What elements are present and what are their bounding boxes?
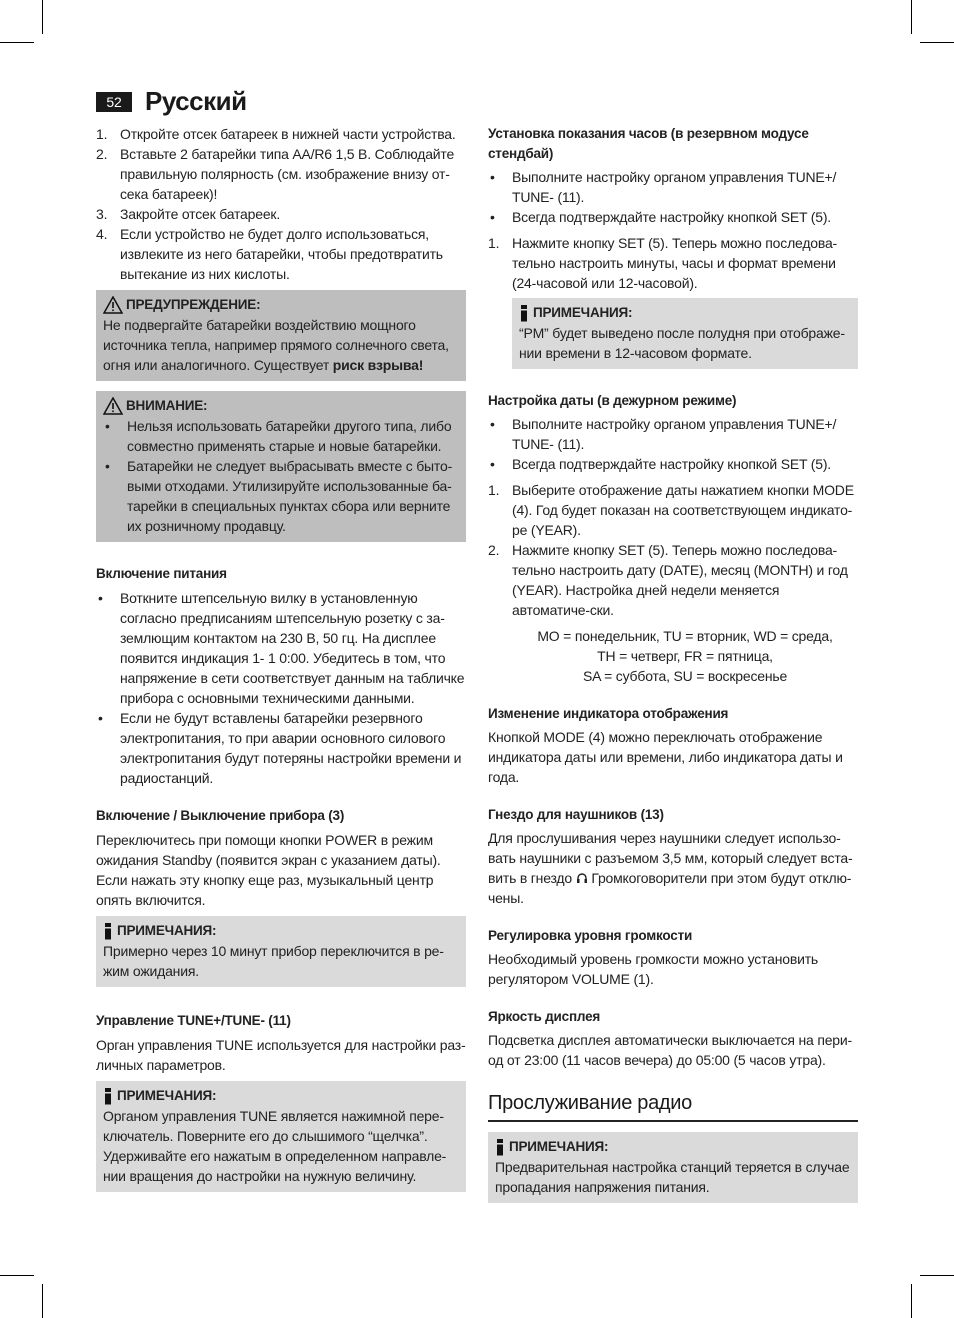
power-on-list — [96, 588, 466, 788]
weekday-line: SA = суббота, SU = воскресенье — [582, 668, 788, 684]
warning-box — [96, 290, 466, 381]
headphones-icon — [576, 869, 588, 881]
section-heading: Управление TUNE+/TUNE- (11) — [96, 1013, 291, 1028]
crop-mark — [42, 0, 43, 34]
list-item: • Всегда подтверждайте настройку кнопкой SET (5). — [490, 456, 831, 472]
weekday-legend — [488, 626, 858, 686]
clock-bullets — [488, 167, 858, 227]
paragraph: Подсветка дисплея автоматически выключается на пери-од от 23:00 (11 часов вечера) до 05:00 (5 часов утра). — [488, 1032, 852, 1068]
info-icon — [103, 1087, 113, 1105]
warning-triangle-icon — [103, 397, 123, 415]
crop-mark — [920, 42, 954, 43]
crop-mark — [0, 1275, 34, 1276]
paragraph: Орган управления TUNE используется для настройки раз-личных параметров. — [96, 1037, 466, 1073]
right-column — [488, 124, 858, 1203]
section-title: Прослуживание радио — [488, 1090, 858, 1122]
note-text: Предварительная настройка станций теряется в случае пропадания напряжения питания. — [495, 1159, 850, 1195]
list-item: • Нельзя использовать батарейки другого типа, либо совместно применять старые и новые батарейки. — [105, 418, 452, 454]
list-item: • Если не будут вставлены батарейки резервного электропитания, то при аварии основного силового электропитания будут потеряны настройки времени и радиостанций. — [98, 710, 462, 786]
info-icon — [495, 1138, 505, 1156]
list-item: 2. Нажмите кнопку SET (5). Теперь можно последова-тельно настроить дату (DATE), месяц (MONTH) и год (YEAR). Настройка дней недели меняется автоматиче-ски. — [488, 542, 848, 618]
list-item: 2. Вставьте 2 батарейки типа AA/R6 1,5 В. Соблюдайте правильную полярность (см. изображение внизу от-сека батареек)! — [96, 146, 455, 202]
list-item: 1. Нажмите кнопку SET (5). Теперь можно последова-тельно настроить минуты, часы и формат времени (24-часовой или 12-часовой). — [488, 235, 838, 291]
section-heading: Яркость дисплея — [488, 1009, 601, 1024]
note-text: Примерно через 10 минут прибор переключится в ре-жим ожидания. — [103, 943, 444, 979]
section-heading: Регулировка уровня громкости — [488, 928, 693, 943]
note-box — [96, 916, 466, 987]
clock-steps — [488, 233, 858, 293]
note-title: ПРИМЕЧАНИЯ: — [533, 305, 633, 320]
warning-text: Не подвергайте батарейки воздействию мощного источника тепла, например прямого солнечного света, огня или аналогичного. Существует риск взрыва! — [103, 317, 449, 373]
note-title: ПРИМЕЧАНИЯ: — [509, 1139, 609, 1154]
note-box — [96, 1081, 466, 1192]
paragraph: Для прослушивания через наушники следует использо-вать наушники с разъемом 3,5 мм, который следует вста-вить в гнездо Громкоговорители при этом будут отклю-чены. — [488, 830, 853, 906]
section-heading: Изменение индикатора отображения — [488, 706, 729, 721]
list-item: • Воткните штепсельную вилку в установленную согласно предписаниям штепсельную розетку с за-землющим контактом на 230 В, 50 гц. На дисплее появится индикация 1- 1 0:00. Убедитесь в том, что напряжение в сети соответствует данным на табличке прибора с основными техническими данными. — [98, 590, 465, 706]
section-heading: Настройка даты (в дежурном режиме) — [488, 393, 737, 408]
paragraph: Кнопкой MODE (4) можно переключать отображение индикатора даты или времени, либо индикатора даты и года. — [488, 729, 843, 785]
caution-box — [96, 391, 466, 542]
date-steps — [488, 480, 858, 620]
info-icon — [103, 922, 113, 940]
note-box — [512, 298, 858, 369]
list-item: • Батарейки не следует выбрасывать вместе с быто-выми отходами. Утилизируйте использованные ба-тарейки в специальных пунктах сбора или верните их розничному продавцу. — [105, 458, 453, 534]
paragraph: Необходимый уровень громкости можно установить регулятором VOLUME (1). — [488, 951, 819, 987]
paragraph: Переключитесь при помощи кнопки POWER в режим ожидания Standby (появится экран с указанием даты). Если нажать эту кнопку еще раз, музыкальный центр опять включится. — [96, 832, 441, 908]
section-heading: Включение / Выключение прибора (3) — [96, 808, 345, 823]
note-text: Органом управления TUNE является нажимной пере-ключатель. Поверните его до слышимого “щелчка”. Удерживайте его нажатым в определенном направле-нии вращения до настройки на нужную величину. — [103, 1108, 447, 1184]
list-item: 4. Если устройство не будет долго использоваться, извлеките из него батарейки, чтобы предотвратить вытекание из них кислоты. — [96, 226, 443, 282]
warning-title: ПРЕДУПРЕЖДЕНИЕ: — [126, 297, 261, 312]
crop-mark — [911, 1284, 912, 1318]
caution-title: ВНИМАНИЕ: — [126, 398, 208, 413]
section-heading: Гнездо для наушников (13) — [488, 807, 664, 822]
section-heading: Установка показания часов (в резервном модусе стендбай) — [488, 126, 809, 161]
note-box — [488, 1132, 858, 1203]
list-item: 1. Откройте отсек батареек в нижней части устройства. — [96, 126, 456, 142]
weekday-line: TH = четверг, FR = пятница, — [597, 648, 773, 664]
crop-mark — [0, 42, 34, 43]
list-item: 1. Выберите отображение даты нажатием кнопки MODE (4). Год будет показан на соответствующем индикато-ре (YEAR). — [488, 482, 854, 538]
list-item: • Выполните настройку органом управления TUNE+/ TUNE- (11). — [490, 169, 837, 205]
info-icon — [519, 304, 529, 322]
note-title: ПРИМЕЧАНИЯ: — [117, 923, 217, 938]
page-number: 52 — [96, 92, 132, 112]
list-item: 3. Закройте отсек батареек. — [96, 206, 281, 222]
crop-mark — [911, 0, 912, 34]
caution-list — [103, 416, 458, 536]
date-bullets — [488, 414, 858, 474]
list-item: • Выполните настройку органом управления TUNE+/ TUNE- (11). — [490, 416, 837, 452]
list-item: • Всегда подтверждайте настройку кнопкой SET (5). — [490, 209, 831, 225]
left-column — [96, 124, 466, 1192]
page-title: Русский — [145, 86, 247, 116]
note-title: ПРИМЕЧАНИЯ: — [117, 1088, 217, 1103]
weekday-line: MO = понедельник, TU = вторник, WD = среда, — [537, 628, 833, 644]
warning-triangle-icon — [103, 296, 123, 314]
crop-mark — [42, 1284, 43, 1318]
section-heading: Включение питания — [96, 566, 227, 581]
battery-steps — [96, 124, 466, 284]
crop-mark — [920, 1275, 954, 1276]
note-text: “PM” будет выведено после полудня при отображе-нии времени в 12-часовом формате. — [519, 325, 845, 361]
